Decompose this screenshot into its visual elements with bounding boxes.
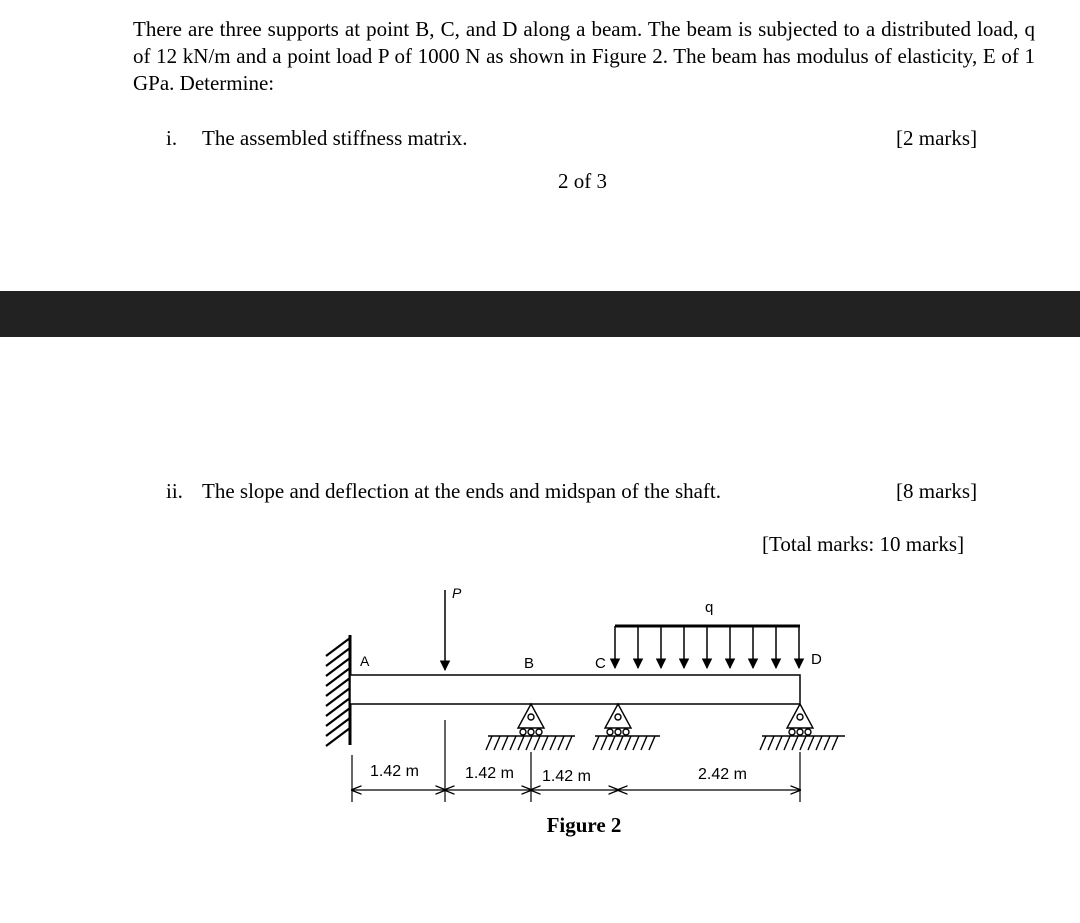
- question-1-marks: [2 marks]: [896, 126, 978, 150]
- beam: [350, 675, 800, 704]
- question-1-text: The assembled stiffness matrix.: [202, 126, 468, 150]
- dimension-lines: [352, 720, 800, 802]
- page-indicator: 2 of 3: [558, 169, 607, 193]
- question-2-text: The slope and deflection at the ends and midspan of the shaft.: [202, 479, 722, 503]
- beam-figure: [310, 580, 870, 810]
- dimension-label-pb: 1.42 m: [465, 765, 514, 782]
- roller-support-b: [486, 704, 575, 750]
- point-label-b: B: [524, 655, 535, 672]
- page-separator-bar: [0, 291, 1080, 337]
- dimension-label-bc: 1.42 m: [542, 768, 591, 785]
- dimension-label-ab: 1.42 m: [370, 763, 419, 780]
- question-1-number: i.: [166, 126, 178, 150]
- dimension-label-cd: 2.42 m: [698, 766, 747, 783]
- roller-support-d: [760, 704, 845, 750]
- point-label-d: D: [811, 651, 822, 668]
- total-marks: [Total marks: 10 marks]: [762, 532, 965, 556]
- load-label-p: P: [452, 585, 462, 601]
- roller-support-c: [593, 704, 660, 750]
- question-2-marks: [8 marks]: [896, 479, 978, 503]
- point-label-a: A: [360, 653, 370, 669]
- question-2-number: ii.: [166, 479, 183, 503]
- figure-caption: Figure 2: [546, 813, 622, 837]
- load-label-q: q: [705, 599, 714, 616]
- fixed-wall-support: [326, 635, 350, 746]
- distributed-load: [615, 626, 800, 668]
- point-label-c: C: [595, 655, 606, 672]
- problem-statement: There are three supports at point B, C, and D along a beam. The beam is subjected to a distributed load, q of 12 kN/m and a point load P of 1000 N as shown in Figure 2. The beam has modulus of elasticity, E of 1 GPa. Determine:: [133, 17, 1035, 95]
